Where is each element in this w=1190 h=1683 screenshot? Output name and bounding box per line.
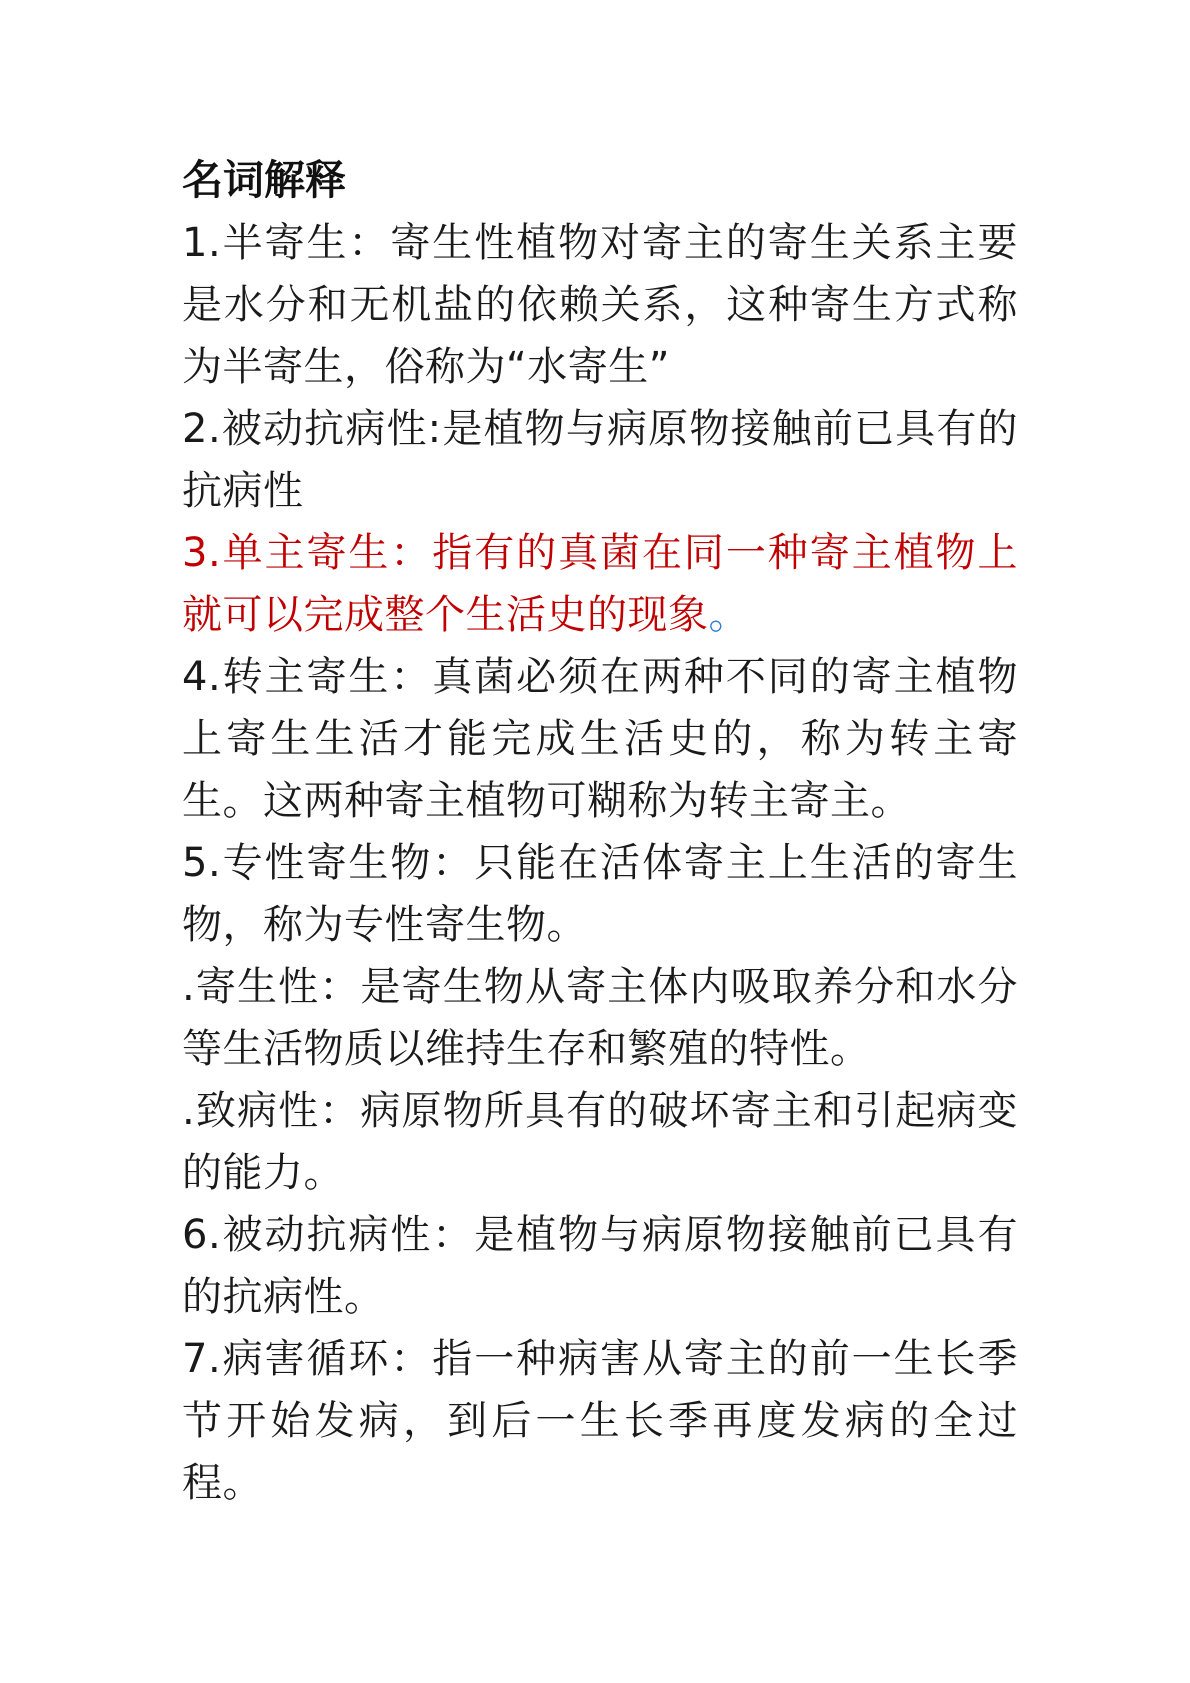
entry-4: 4.转主寄生：真菌必须在两种不同的寄主植物上寄生生活才能完成生活史的，称为转主寄生。这两种寄主植物可糊称为转主寄主。 [182, 654, 1018, 824]
entry-3-highlighted [182, 522, 1018, 646]
entry-2: 2.被动抗病性:是植物与病原物接触前已具有的抗病性 [182, 406, 1018, 514]
entry-3-trailing-period: 。 [708, 592, 749, 638]
entry-6: 6.被动抗病性：是植物与病原物接触前已具有的抗病性。 [182, 1212, 1018, 1320]
entry-7: 7.病害循环：指一种病害从寄主的前一生长季节开始发病，到后一生长季再度发病的全过程。 [182, 1336, 1018, 1506]
document-content [182, 148, 1018, 1514]
document-title: 名词解释 [182, 156, 346, 204]
entry-3-text: 3.单主寄生：指有的真菌在同一种寄主植物上就可以完成整个生活史的现象 [182, 530, 1018, 638]
entry-5: 5.专性寄生物：只能在活体寄主上生活的寄生物，称为专性寄生物。 [182, 840, 1018, 948]
entry-pathogenicity: .致病性：病原物所具有的破坏寄主和引起病变的能力。 [182, 1088, 1018, 1196]
entry-parasitism: .寄生性：是寄生物从寄主体内吸取养分和水分等生活物质以维持生存和繁殖的特性。 [182, 964, 1018, 1072]
entry-1: 1.半寄生：寄生性植物对寄主的寄生关系主要是水分和无机盐的依赖关系，这种寄生方式称为半寄生，俗称为“水寄生” [182, 220, 1018, 390]
